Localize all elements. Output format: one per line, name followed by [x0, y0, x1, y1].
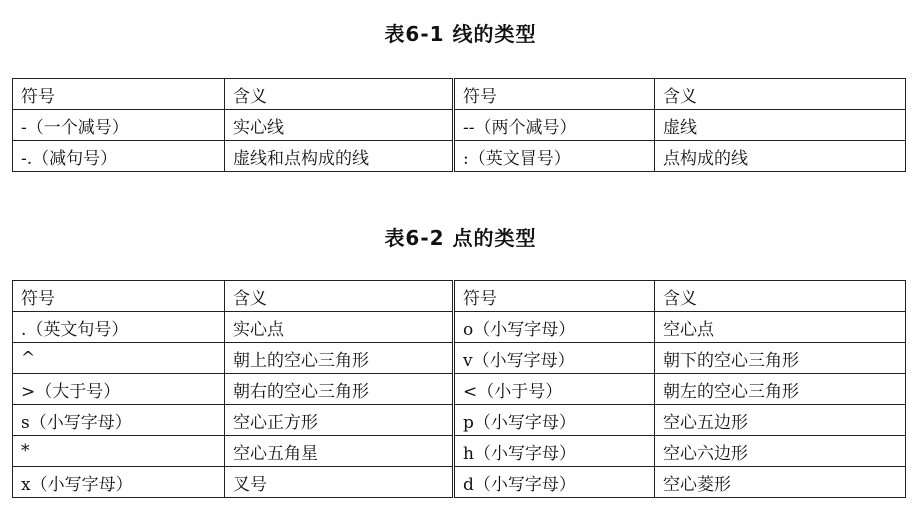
meaning-cell: 空心正方形 — [225, 405, 454, 436]
symbol-cell: p（小写字母） — [454, 405, 655, 436]
table1-caption: 表6-1 线的类型 — [384, 22, 537, 46]
meaning-cell: 虚线和点构成的线 — [225, 141, 454, 172]
table-row — [13, 405, 906, 436]
table-row — [13, 141, 906, 172]
header-cell: 含义 — [655, 79, 906, 110]
table-row — [13, 374, 906, 405]
meaning-cell: 朝上的空心三角形 — [225, 343, 454, 374]
header-cell: 含义 — [655, 281, 906, 312]
table-row — [13, 343, 906, 374]
header-cell: 含义 — [225, 281, 454, 312]
table-header-row — [13, 281, 906, 312]
symbol-cell: <（小于号） — [454, 374, 655, 405]
meaning-cell: 实心线 — [225, 110, 454, 141]
meaning-cell: 空心菱形 — [655, 467, 906, 498]
table-row — [13, 110, 906, 141]
symbol-cell: :（英文冒号） — [454, 141, 655, 172]
symbol-cell: d（小写字母） — [454, 467, 655, 498]
symbol-cell: s（小写字母） — [13, 405, 225, 436]
symbol-cell: -.（减句号） — [13, 141, 225, 172]
header-cell: 符号 — [454, 79, 655, 110]
meaning-cell: 空心点 — [655, 312, 906, 343]
symbol-cell: >（大于号） — [13, 374, 225, 405]
symbol-cell: o（小写字母） — [454, 312, 655, 343]
table-header-row — [13, 79, 906, 110]
symbol-cell: * — [13, 436, 225, 467]
header-cell: 符号 — [454, 281, 655, 312]
marker-types-table — [12, 280, 906, 498]
table-row — [13, 467, 906, 498]
meaning-cell: 叉号 — [225, 467, 454, 498]
meaning-cell: 实心点 — [225, 312, 454, 343]
table-row — [13, 312, 906, 343]
table-row — [13, 436, 906, 467]
symbol-cell: --（两个减号） — [454, 110, 655, 141]
symbol-cell: v（小写字母） — [454, 343, 655, 374]
symbol-cell: h（小写字母） — [454, 436, 655, 467]
symbol-cell: -（一个减号） — [13, 110, 225, 141]
symbol-cell: .（英文句号） — [13, 312, 225, 343]
meaning-cell: 空心六边形 — [655, 436, 906, 467]
symbol-cell: x（小写字母） — [13, 467, 225, 498]
meaning-cell: 朝下的空心三角形 — [655, 343, 906, 374]
symbol-cell: ^ — [13, 343, 225, 374]
meaning-cell: 空心五边形 — [655, 405, 906, 436]
header-cell: 含义 — [225, 79, 454, 110]
meaning-cell: 朝左的空心三角形 — [655, 374, 906, 405]
meaning-cell: 点构成的线 — [655, 141, 906, 172]
line-types-table — [12, 78, 906, 172]
meaning-cell: 空心五角星 — [225, 436, 454, 467]
header-cell: 符号 — [13, 79, 225, 110]
meaning-cell: 虚线 — [655, 110, 906, 141]
meaning-cell: 朝右的空心三角形 — [225, 374, 454, 405]
table2-caption: 表6-2 点的类型 — [384, 226, 537, 250]
header-cell: 符号 — [13, 281, 225, 312]
